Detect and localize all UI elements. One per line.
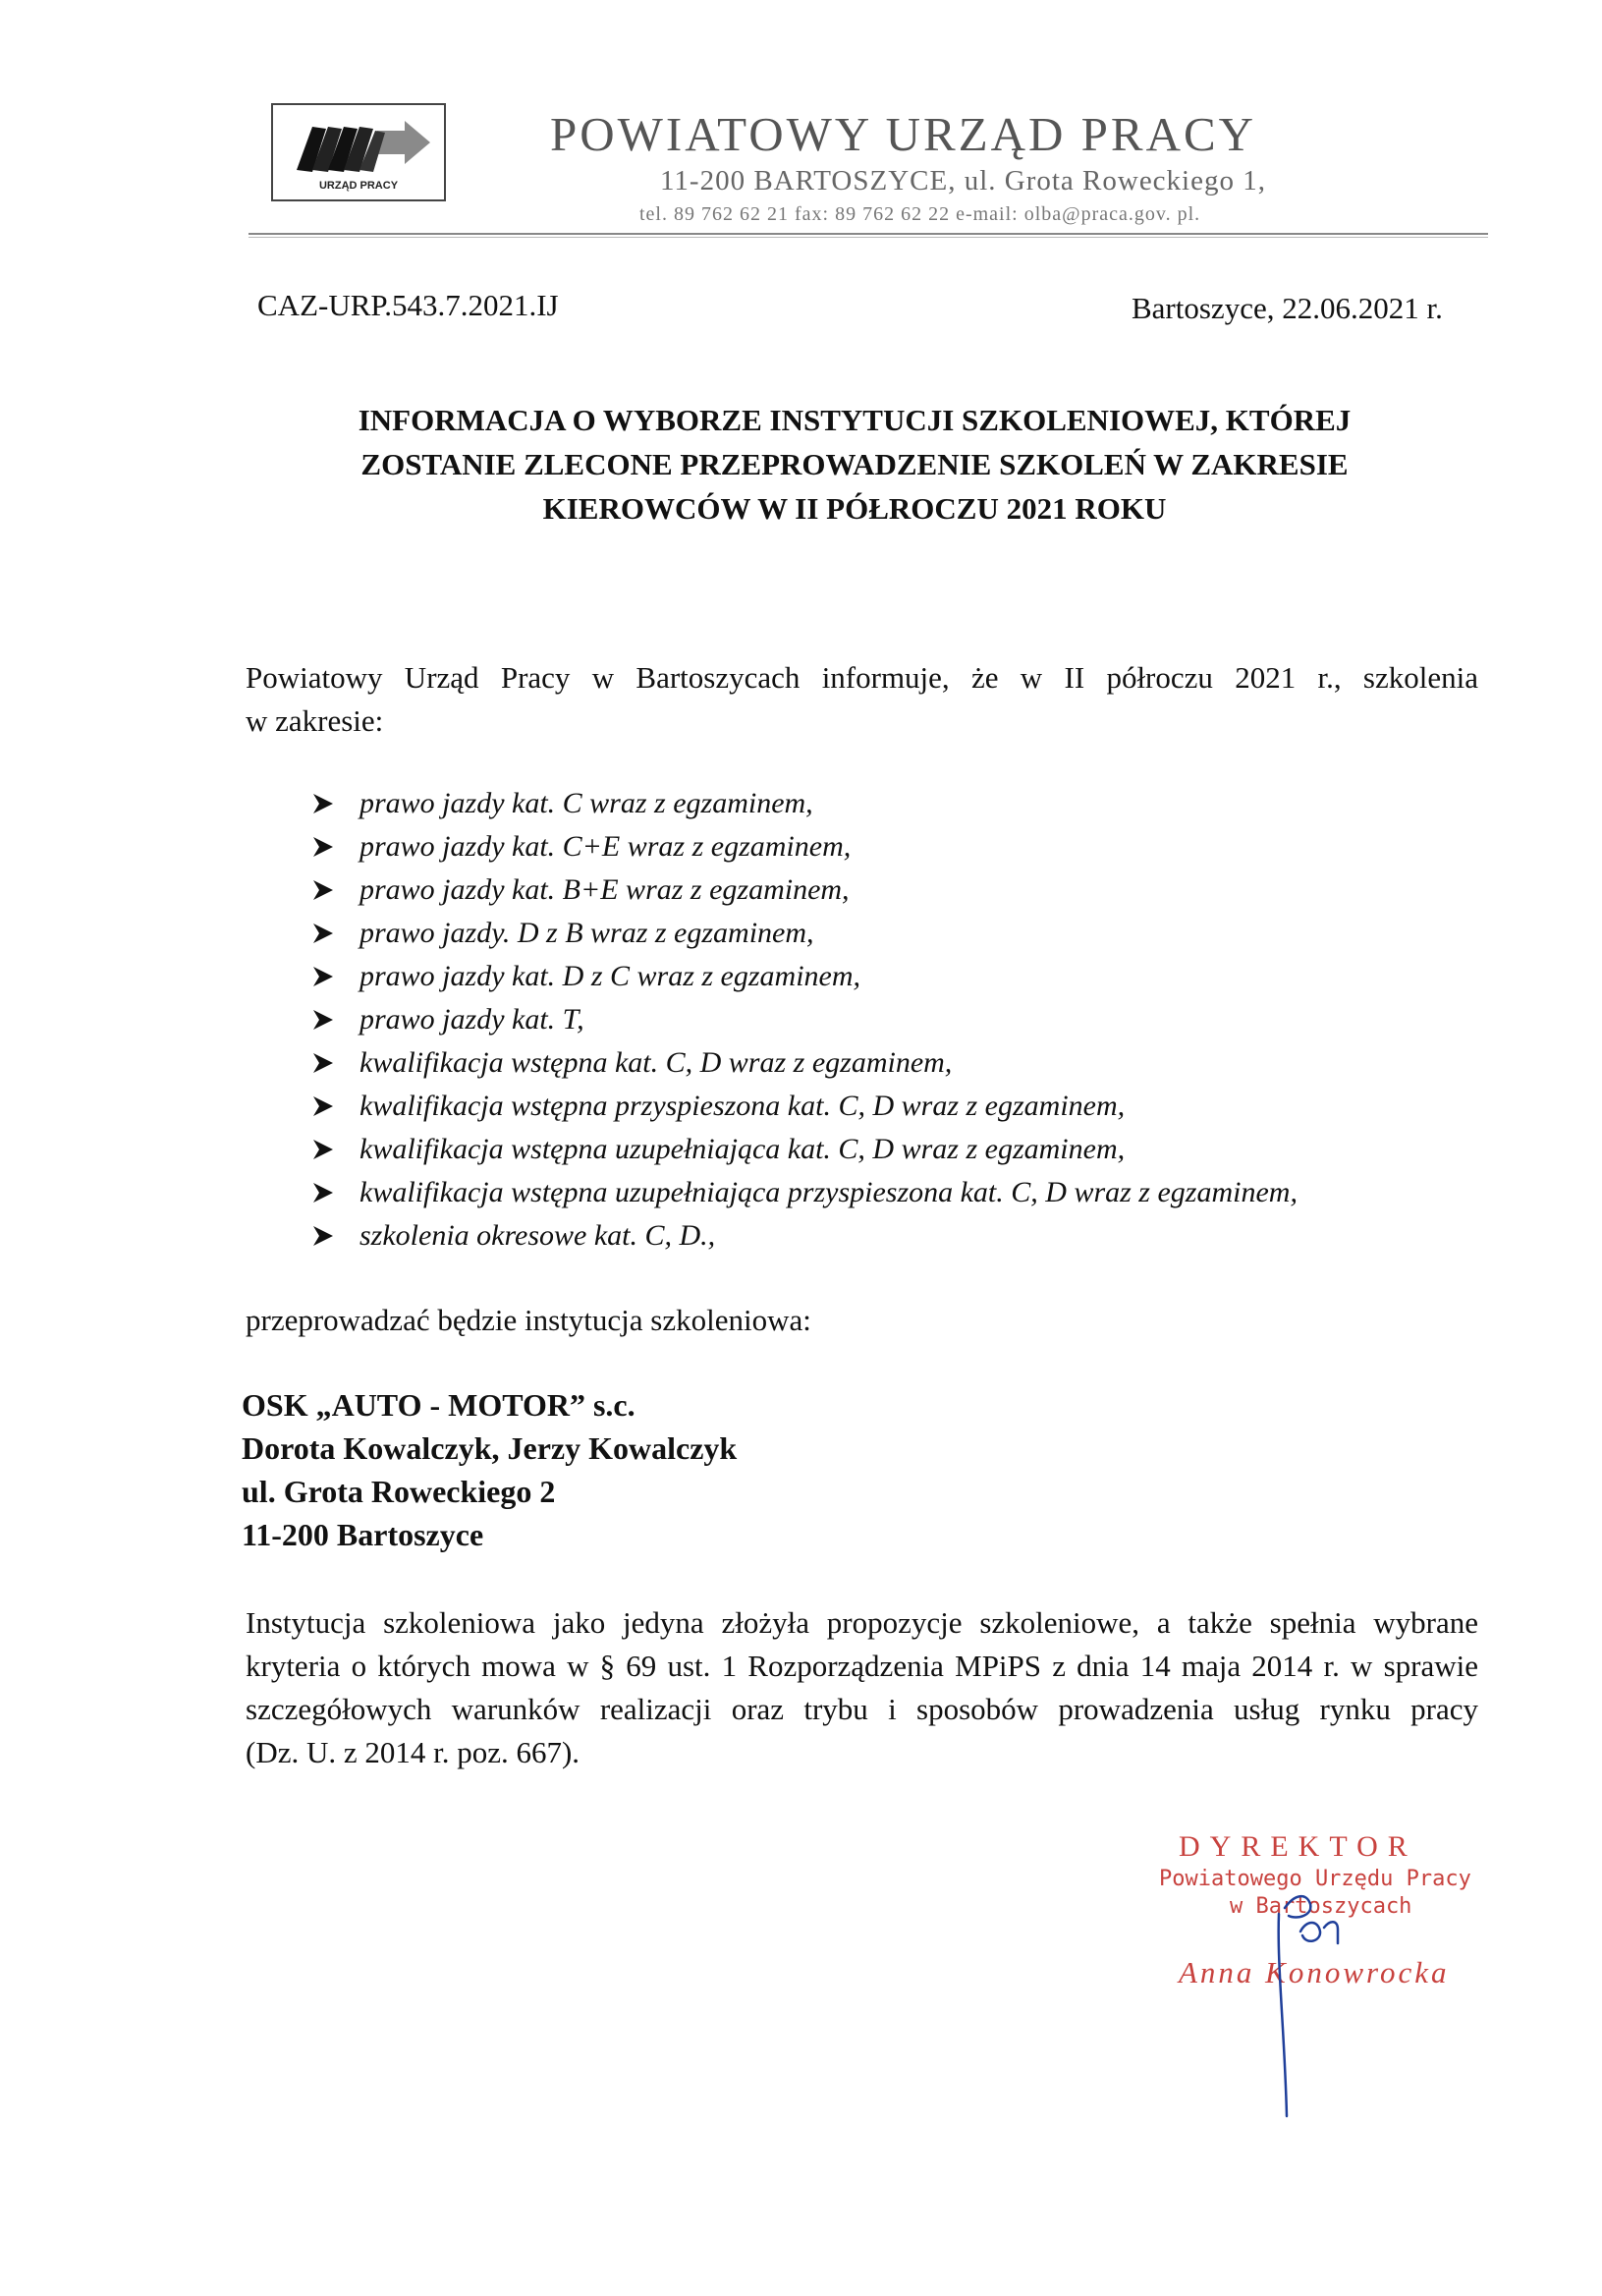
- training-list: [312, 782, 1298, 1258]
- training-label: prawo jazdy kat. T,: [359, 1003, 584, 1036]
- justification-line: szczegółowych warunków realizacji oraz trybu i sposobów prowadzenia usług rynku pracy: [246, 1692, 1478, 1726]
- institution-name: OSK „AUTO - MOTOR” s.c.: [242, 1387, 635, 1423]
- header-divider: [249, 233, 1488, 235]
- training-label: kwalifikacja wstępna uzupełniająca przyspieszona kat. C, D wraz z egzaminem,: [359, 1176, 1298, 1208]
- organization-address: 11-200 BARTOSZYCE, ul. Grota Roweckiego 1,: [660, 165, 1266, 196]
- stamp-title: DYREKTOR: [1179, 1830, 1417, 1863]
- title-line: KIEROWCÓW W II PÓŁROCZU 2021 ROKU: [542, 491, 1167, 526]
- training-label: szkolenia okresowe kat. C, D.,: [359, 1219, 716, 1252]
- training-item: [312, 782, 1298, 825]
- title-line: INFORMACJA O WYBORZE INSTYTUCJI SZKOLENIOWEJ, KTÓREJ: [358, 403, 1352, 437]
- training-item: [312, 1085, 1298, 1128]
- training-item: [312, 955, 1298, 998]
- training-item: [312, 825, 1298, 868]
- justification-line: (Dz. U. z 2014 r. poz. 667).: [246, 1735, 580, 1769]
- arrow-bullet-icon: [312, 1095, 334, 1117]
- training-item: [312, 912, 1298, 955]
- justification-line: Instytucja szkoleniowa jako jedyna złożyła propozycje szkoleniowe, a także spełnia wybrane: [246, 1605, 1478, 1640]
- institution-owners: Dorota Kowalczyk, Jerzy Kowalczyk: [242, 1430, 738, 1466]
- document-title: [295, 398, 1414, 531]
- intro-line: Powiatowy Urząd Pracy w Bartoszycach informuje, że w II półroczu 2021 r., szkolenia: [246, 660, 1478, 695]
- header-divider-thin: [249, 237, 1488, 238]
- training-label: kwalifikacja wstępna uzupełniająca kat. C, D wraz z egzaminem,: [359, 1133, 1126, 1165]
- training-item: [312, 1214, 1298, 1258]
- stamp-office-line: Powiatowego Urzędu Pracy: [1159, 1867, 1471, 1891]
- arrow-bullet-icon: [312, 1009, 334, 1031]
- institution-street: ul. Grota Roweckiego 2: [242, 1474, 556, 1509]
- training-item: [312, 1171, 1298, 1214]
- training-label: kwalifikacja wstępna przyspieszona kat. C, D wraz z egzaminem,: [359, 1090, 1126, 1122]
- handwritten-signature: [1267, 1886, 1355, 2122]
- document-date: Bartoszyce, 22.06.2021 r.: [1132, 291, 1443, 325]
- arrow-bullet-icon: [312, 923, 334, 944]
- stamp-director-name: Anna Konowrocka: [1179, 1955, 1450, 1989]
- arrow-logo-icon: [287, 117, 434, 174]
- arrow-bullet-icon: [312, 1225, 334, 1247]
- institution-block: [242, 1383, 737, 1556]
- training-label: prawo jazdy. D z B wraz z egzaminem,: [359, 917, 814, 949]
- training-label: prawo jazdy kat. B+E wraz z egzaminem,: [359, 873, 850, 906]
- training-label: prawo jazdy kat. C+E wraz z egzaminem,: [359, 830, 852, 863]
- arrow-bullet-icon: [312, 1139, 334, 1160]
- institution-city: 11-200 Bartoszyce: [242, 1517, 484, 1552]
- office-logo: [271, 103, 446, 201]
- training-item: [312, 868, 1298, 912]
- training-item: [312, 1128, 1298, 1171]
- training-item: [312, 998, 1298, 1041]
- arrow-bullet-icon: [312, 793, 334, 814]
- reference-number: CAZ-URP.543.7.2021.IJ: [257, 288, 559, 322]
- arrow-bullet-icon: [312, 1182, 334, 1204]
- arrow-bullet-icon: [312, 1052, 334, 1074]
- intro-paragraph: [246, 656, 1478, 743]
- training-label: prawo jazdy kat. D z C wraz z egzaminem,: [359, 960, 861, 992]
- organization-name: POWIATOWY URZĄD PRACY: [550, 107, 1257, 161]
- stamp-city-line: w Bartoszycach: [1230, 1894, 1412, 1919]
- logo-label: URZĄD PRACY: [318, 180, 399, 192]
- training-label: prawo jazdy kat. C wraz z egzaminem,: [359, 787, 813, 819]
- intro-line: w zakresie:: [246, 703, 384, 738]
- training-item: [312, 1041, 1298, 1085]
- training-label: kwalifikacja wstępna kat. C, D wraz z egzaminem,: [359, 1046, 953, 1079]
- arrow-bullet-icon: [312, 966, 334, 987]
- title-line: ZOSTANIE ZLECONE PRZEPROWADZENIE SZKOLEŃ W ZAKRESIE: [360, 447, 1349, 481]
- arrow-bullet-icon: [312, 836, 334, 858]
- organization-contact: tel. 89 762 62 21 fax: 89 762 62 22 e-mail: olba@praca.gov. pl.: [639, 203, 1201, 225]
- justification-line: kryteria o których mowa w § 69 ust. 1 Rozporządzenia MPiPS z dnia 14 maja 2014 r. w sprawie: [246, 1649, 1478, 1683]
- justification-paragraph: [246, 1601, 1478, 1774]
- arrow-bullet-icon: [312, 879, 334, 901]
- conducted-by-text: przeprowadzać będzie instytucja szkoleniowa:: [246, 1303, 811, 1337]
